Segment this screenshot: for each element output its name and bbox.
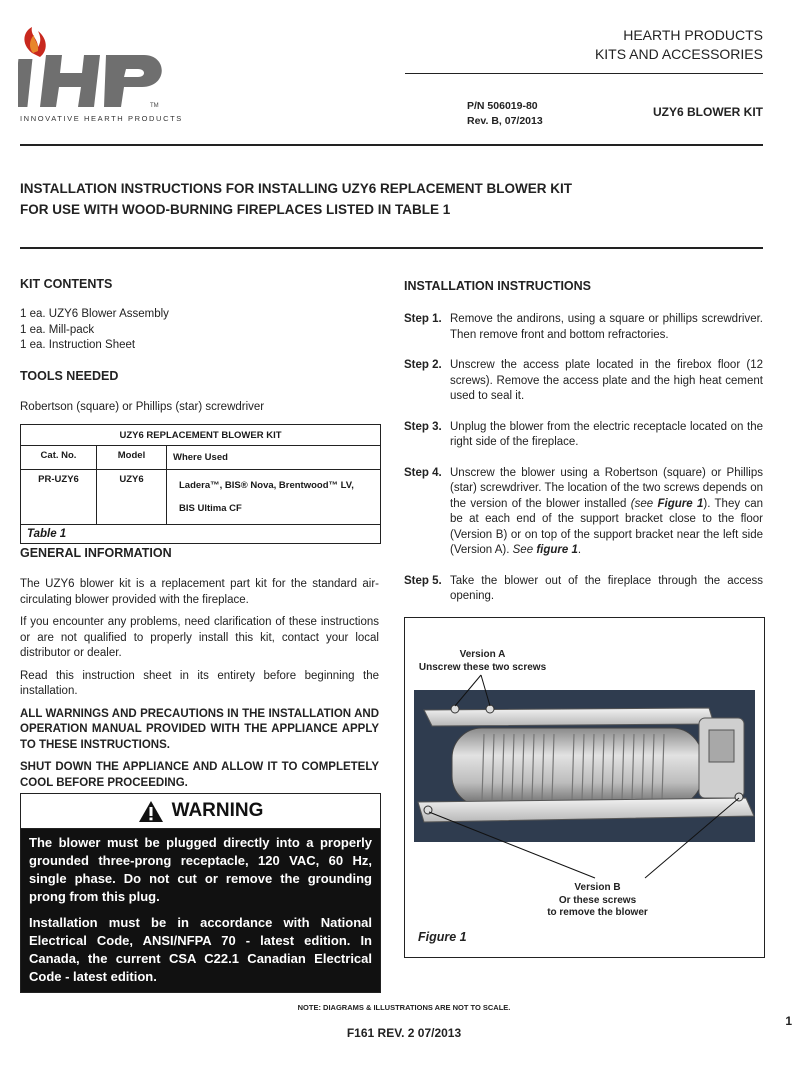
step-label: Step 2. xyxy=(404,359,442,371)
title-rule xyxy=(20,247,763,249)
step-text xyxy=(450,466,763,559)
figure-1 xyxy=(404,617,765,958)
warning-title: WARNING xyxy=(171,800,264,821)
cell-where-line-2: BIS Ultima CF xyxy=(179,503,242,514)
general-heading: GENERAL INFORMATION xyxy=(20,546,172,560)
general-paragraph: If you encounter any problems, need clarification of these instructions or are not qualified to properly install this kit, contact your local distributor or dealer. xyxy=(20,616,379,659)
page-title xyxy=(20,178,572,220)
ihp-logo xyxy=(18,25,173,125)
warning-paragraph: Installation must be in accordance with National Electrical Code, ANSI/NFPA 70 - latest edition. In Canada, the current CSA C22.1 Canadian Electrical Code - latest edition. xyxy=(29,915,372,984)
ihp-logo-graphic xyxy=(18,25,173,120)
step-text: Remove the andirons, using a square or phillips screwdriver. Then remove front and bottom refractories. xyxy=(450,313,763,341)
title-line-1: INSTALLATION INSTRUCTIONS FOR INSTALLING UZY6 REPLACEMENT BLOWER KIT xyxy=(20,181,572,196)
step-label: Step 3. xyxy=(404,420,442,433)
page-number: 1 xyxy=(785,1014,792,1028)
general-paragraph: SHUT DOWN THE APPLIANCE AND ALLOW IT TO COMPLETELY COOL BEFORE PROCEEDING. xyxy=(20,761,379,789)
installation-steps xyxy=(404,312,763,620)
kit-name: UZY6 BLOWER KIT xyxy=(653,105,763,119)
kit-item: 1 ea. UZY6 Blower Assembly xyxy=(20,308,169,320)
kit-item: 1 ea. Instruction Sheet xyxy=(20,339,136,351)
kit-contents-list xyxy=(20,307,169,354)
version-b-title: Version B xyxy=(574,882,621,893)
figure-label: Figure 1 xyxy=(418,930,467,944)
version-b-text: Or these screws xyxy=(558,894,637,906)
step-text-ref: (see xyxy=(630,497,658,510)
category-line-2: KITS AND ACCESSORIES xyxy=(594,46,763,62)
warning-box xyxy=(20,793,381,993)
svg-text:TM: TM xyxy=(150,103,159,109)
scale-note: NOTE: DIAGRAMS & ILLUSTRATIONS ARE NOT TO SCALE. xyxy=(297,1003,511,1012)
table-header-row xyxy=(21,446,380,470)
table-row xyxy=(21,470,380,525)
warning-body xyxy=(21,829,380,992)
general-paragraph: Read this instruction sheet in its entirety before beginning the installation. xyxy=(20,669,379,697)
step-label: Step 4. xyxy=(404,466,442,479)
part-info xyxy=(467,99,543,129)
installation-heading: INSTALLATION INSTRUCTIONS xyxy=(404,279,592,293)
step-2 xyxy=(404,358,763,405)
table-label: Table 1 xyxy=(27,528,67,540)
version-a-text: Unscrew these two screws xyxy=(418,661,547,673)
step-text-ref: See xyxy=(512,544,537,556)
warning-header xyxy=(21,794,380,829)
logo-tagline: INNOVATIVE HEARTH PRODUCTS xyxy=(20,114,183,123)
part-number: P/N 506019-80 xyxy=(467,100,538,112)
kit-item: 1 ea. Mill-pack xyxy=(20,323,95,336)
warning-triangle-icon xyxy=(138,800,164,823)
figure-link: figure 1 xyxy=(536,544,578,556)
version-a-title: Version A xyxy=(459,649,506,660)
step-text: Unplug the blower from the electric receptacle located on the right side of the fireplace. xyxy=(450,420,763,448)
step-1 xyxy=(404,312,763,343)
header-rule-short xyxy=(405,73,763,74)
category-line-1: HEARTH PRODUCTS xyxy=(623,27,763,43)
table-caption: UZY6 REPLACEMENT BLOWER KIT xyxy=(21,425,380,446)
kit-contents-heading: KIT CONTENTS xyxy=(20,277,113,291)
kit-table xyxy=(20,424,381,544)
header-rule xyxy=(20,144,763,146)
tools-text: Robertson (square) or Phillips (star) screwdriver xyxy=(20,401,265,413)
version-b-text: to remove the blower xyxy=(547,907,648,918)
title-line-2: FOR USE WITH WOOD-BURNING FIREPLACES LISTED IN TABLE 1 xyxy=(20,202,451,217)
general-paragraph: ALL WARNINGS AND PRECAUTIONS IN THE INSTALLATION AND OPERATION MANUAL PROVIDED WITH THE APPLIANCE APPLY TO THESE INSTRUCTIONS. xyxy=(20,707,379,751)
step-text-part: ). They can be at each end of the support bracket close to the floor (Version B) or on top of the support bracket near the left side (Version A). xyxy=(450,497,763,556)
step-text-part: . xyxy=(577,544,582,556)
general-info xyxy=(20,577,379,798)
step-label: Step 5. xyxy=(404,574,442,587)
step-text: Unscrew the access plate located in the firebox floor (12 screws). Remove the access plate and the high heat cement used to seal it. xyxy=(450,359,763,402)
table-header-cat: Cat. No. xyxy=(21,446,97,469)
step-text-part: Unscrew the blower using a Robertson (square) or Phillips (star) screwdriver. The location of the two screws depends on the version of the blower installed xyxy=(450,466,763,510)
cell-cat: PR-UZY6 xyxy=(21,470,97,524)
cell-model: UZY6 xyxy=(97,470,167,524)
version-b-callout xyxy=(515,882,680,920)
product-category xyxy=(595,26,763,64)
general-paragraph: The UZY6 blower kit is a replacement part kit for the standard air-circulating blower provided with the fireplace. xyxy=(20,578,379,606)
warning-paragraph: The blower must be plugged directly into a properly grounded three-prong receptacle, 120 VAC, 60 Hz, single phase. Do not cut or remove the grounding prong from this plug. xyxy=(29,835,372,904)
revision: Rev. B, 07/2013 xyxy=(467,115,543,127)
cell-where-line-1: Ladera™, BIS® Nova, Brentwood™ LV, xyxy=(179,480,354,491)
step-4 xyxy=(404,466,763,559)
figure-link: Figure 1 xyxy=(657,497,704,510)
cell-where xyxy=(167,470,380,524)
step-text: Take the blower out of the fireplace through the access opening. xyxy=(450,574,763,602)
table-header-model: Model xyxy=(97,446,167,469)
step-label: Step 1. xyxy=(404,313,442,325)
flame-icon xyxy=(24,27,45,57)
table-header-where: Where Used xyxy=(173,452,228,463)
step-5 xyxy=(404,574,763,605)
doc-code: F161 REV. 2 07/2013 xyxy=(346,1026,462,1040)
tools-heading: TOOLS NEEDED xyxy=(20,369,119,383)
step-3 xyxy=(404,420,763,451)
